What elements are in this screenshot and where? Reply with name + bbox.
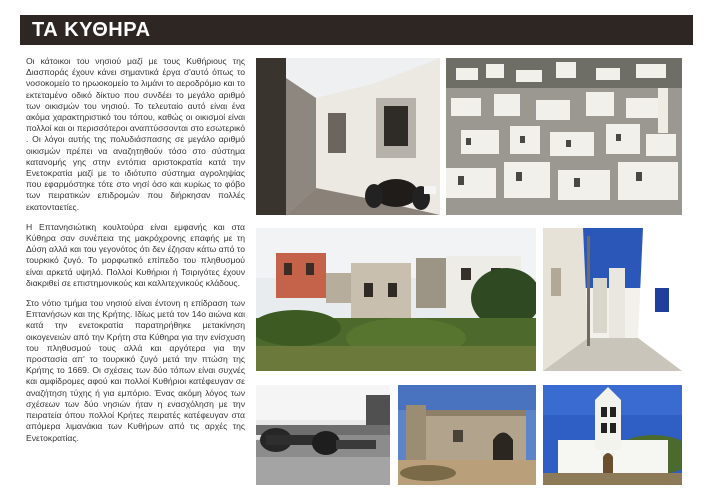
paragraph-crete: Στο νότιο τμήμα του νησιού είναι έντονη η επίδραση των Επτανήσων και της Κρήτης. Ιδίως μετά τον 14ο αιώνα και κατά την ενετοκρατία παρατηρήθηκε μετακίνηση οικογενειών από την Κρήτη στα Κύθηρα για την ενίσχυση του πληθυσμού τους αλλά και αργότερα για την προστασία απ' το τουρκικό ζυγό μετά την πτώση της Κρήτης το 1669. Οι σχέσεις των δύο τόπων είναι συχνές και αμφίδρομες αφού και πολλοί Κυθήριοι κατέφευγαν σε αναζήτηση τύχης ή για εμπόριο. Ένας ακόμη λόγος των σχέσεων των δύο νησιών ήταν η ενασχόληση με την πειρατεία όπου πολλοί Κρήτες πειρατές κατέφευγαν στα απόμερα λιμανάκια των Κυθήρων από τις αρχές της Ενετοκρατίας. (26, 298, 245, 443)
white-chapel-photo (543, 385, 682, 485)
text-column (26, 56, 245, 453)
whitewashed-alley-photo (543, 228, 682, 371)
page-title: ΤΑ ΚΥΘΗΡΑ (32, 19, 151, 41)
paragraph-culture: Η Επτανησιώτικη κουλτούρα είναι εμφανής και στα Κύθηρα σαν συνέπεια της μακρόχρονης επαφής με τη Δύση αλλά και του γεγονότος ότι δεν έζησαν κάτω από το τουρκικό ζυγό. Το μορφωτικό επίπεδο του πληθυσμού είναι αρκετά υψηλό. Πολλοί Κυθήριοι ή Τσιριγότες έχουν διακριθεί σε επιστημονικούς και καλλιτεχνικούς κλάδους. (26, 221, 245, 288)
castle-gate-photo (398, 385, 536, 485)
ruins-black-and-white-photo (256, 385, 390, 485)
title-bar (20, 15, 693, 45)
hillside-village-photo (446, 58, 682, 215)
stone-houses-photo (256, 228, 536, 371)
narrow-street-motorcycle-photo (256, 58, 440, 215)
paragraph-settlements: Οι κάτοικοι του νησιού μαζί με τους Κυθήριους της Διασποράς έχουν κάνει σημαντικά έργα σ'αυτό όπως το νοσοκομείο το ηρωοκομείο το λιμάνι το αεροδρόμιο και το εκτεταμένο οδικό δίκτυο που συνδέει το μεγάλο αριθμό των οικισμών του νησιού. Το τελευταίο αυτό είναι ένα ακόμα χαρακτηριστικό του τόπου, καθώς οι οικισμοί είναι πολλοί και οι περισσότεροι αναπτύσσονται στο εσωτερικό . Οι λόγοι αυτής της πολυδιάσπασης σε μεγάλο αριθμό οικισμών πρέπει να αναζητηθούν τόσο στο σύστημα κατανομής γης στην εντόπια αριστοκρατία κατά την Ενετοκρατία μαζί με το ιδιότυπο σύστημα αγροληψίας που εφαρμόστηκε τότε στο νησί όσο και κυρίως το φόβο των πειρατικών επιδρομών που διήρκησαν πολλές εκατονταετίες. (26, 56, 245, 212)
